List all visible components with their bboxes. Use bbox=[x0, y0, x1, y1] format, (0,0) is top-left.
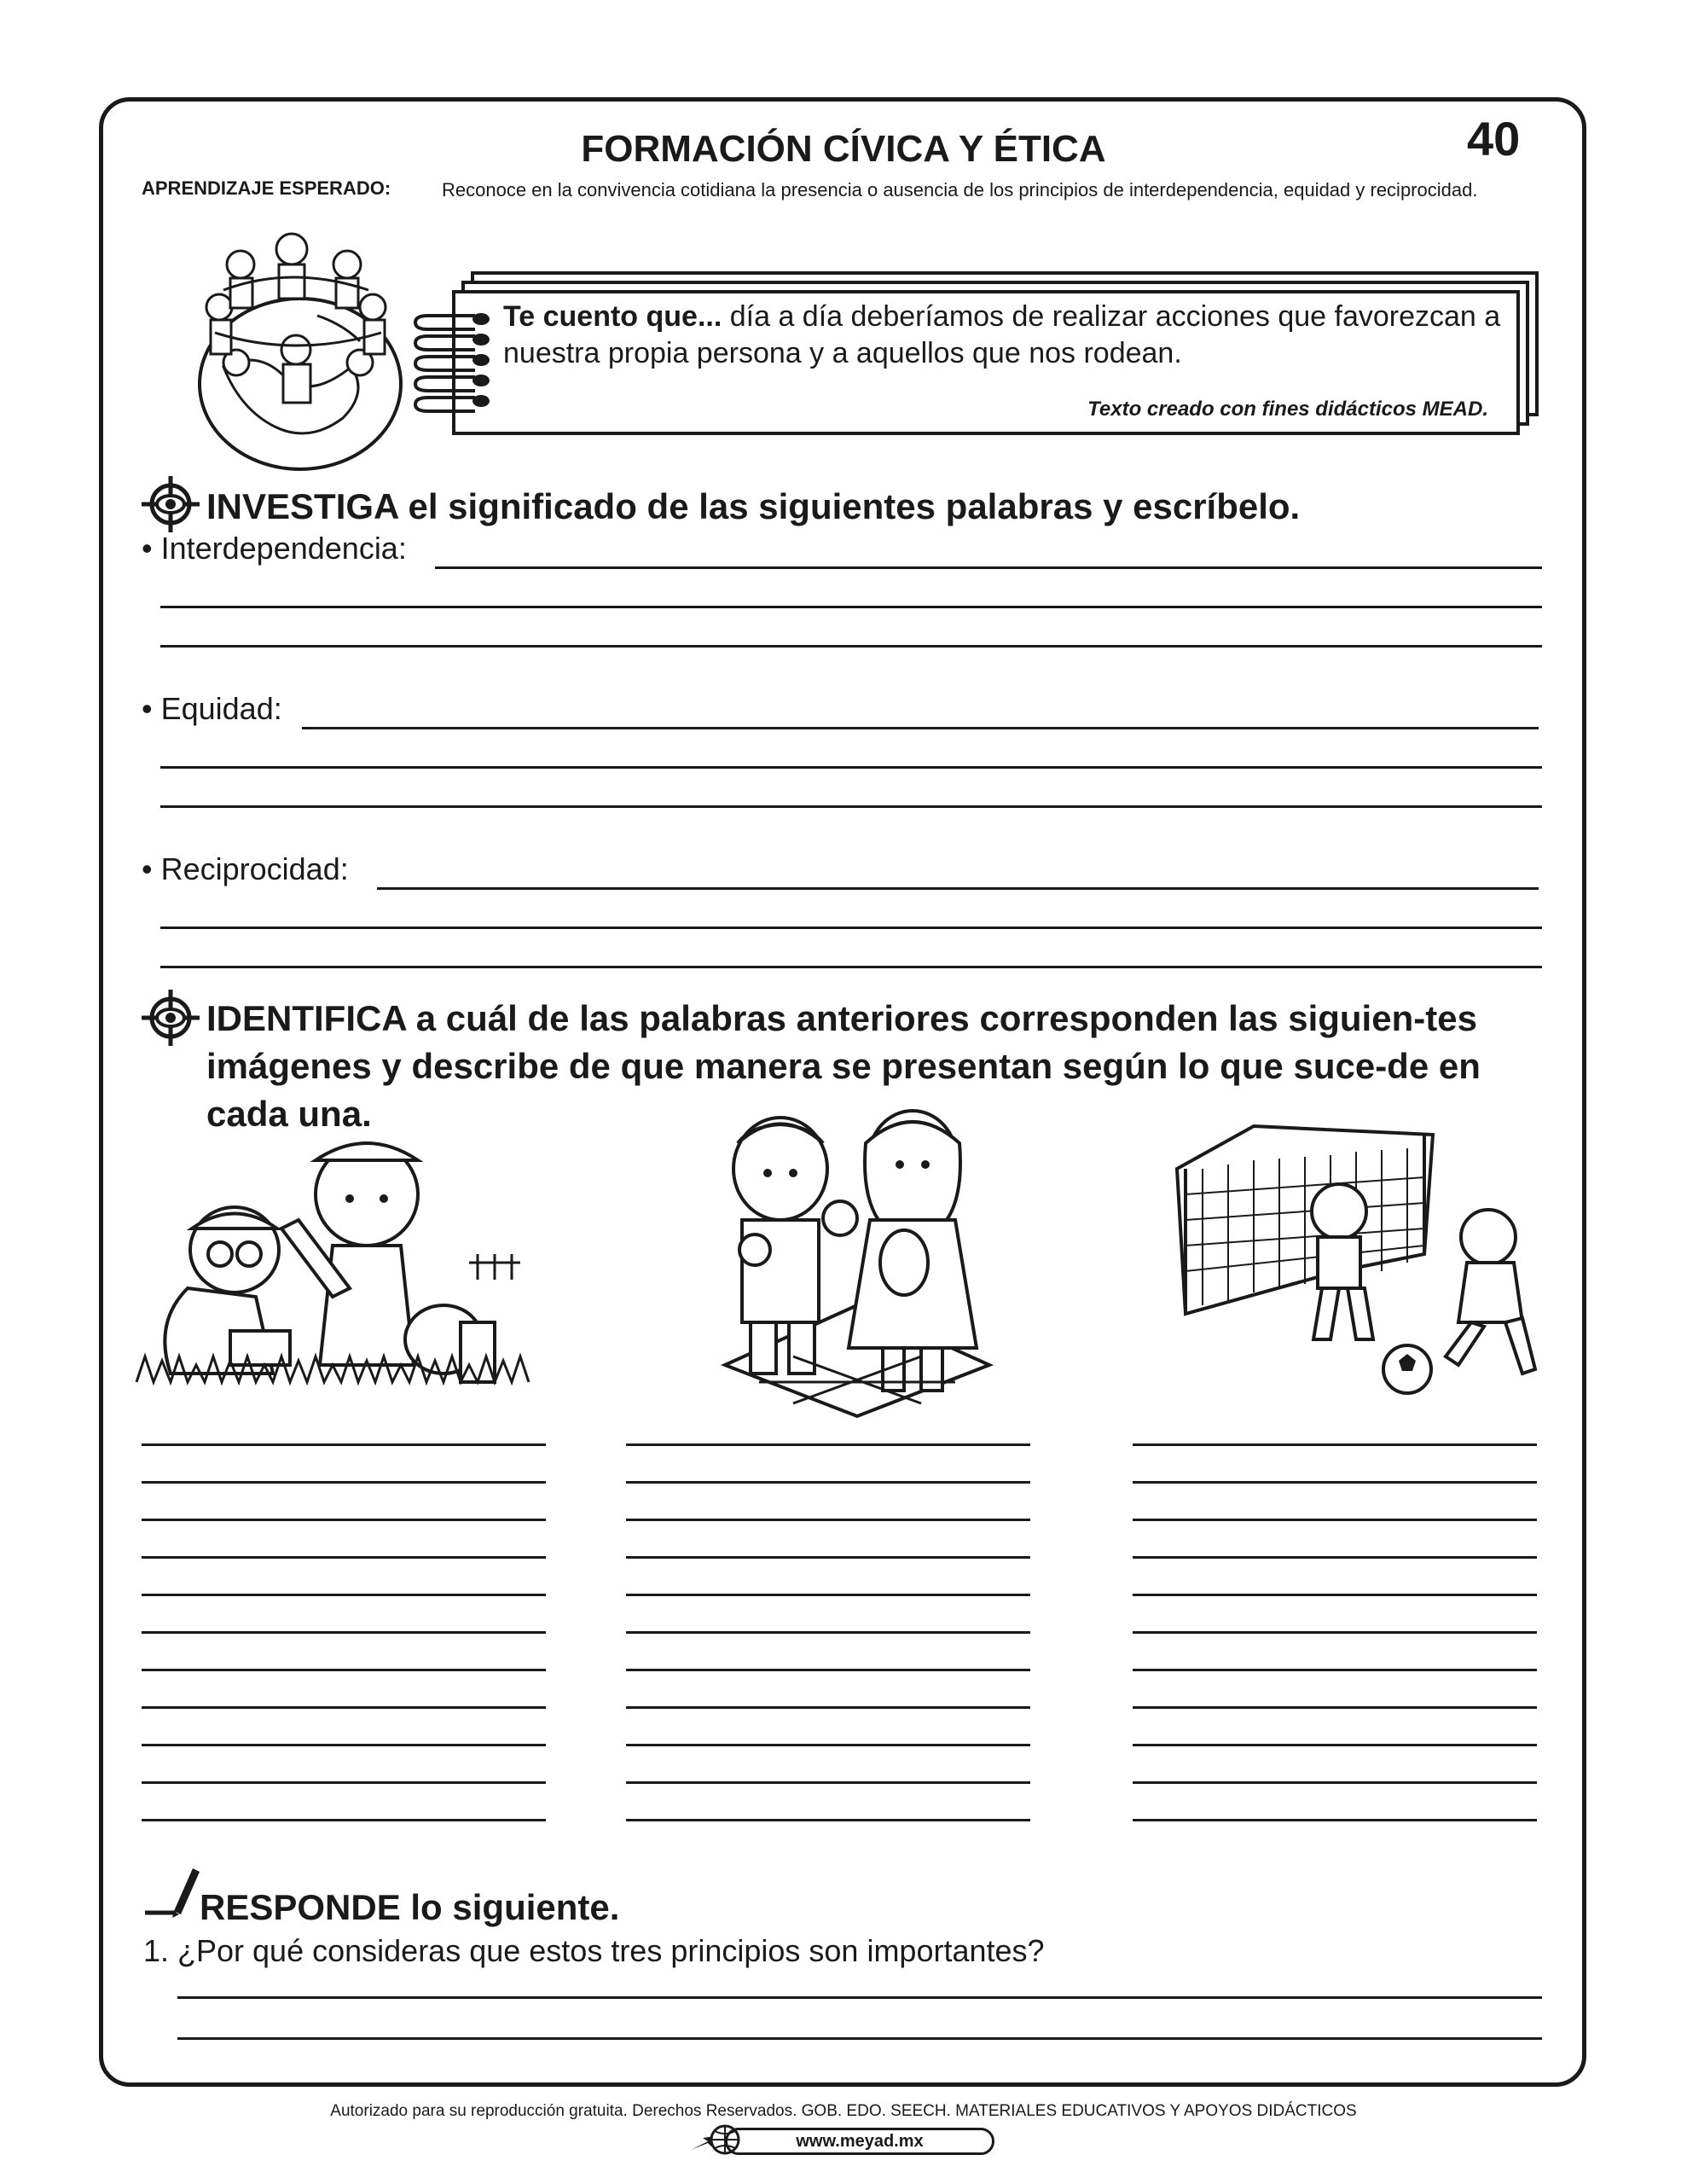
answer-line[interactable] bbox=[160, 606, 1542, 608]
answer-line[interactable] bbox=[177, 1996, 1542, 1999]
spiral-binding-icon bbox=[411, 300, 505, 420]
note-credit: Texto creado con fines didácticos MEAD. bbox=[1087, 398, 1488, 421]
responde-heading-bold: RESPONDE bbox=[200, 1887, 401, 1927]
answer-line[interactable] bbox=[626, 1744, 1030, 1746]
target-eye-icon bbox=[138, 988, 203, 1048]
answer-line[interactable] bbox=[626, 1519, 1030, 1521]
answer-line[interactable] bbox=[1133, 1556, 1537, 1559]
answer-line[interactable] bbox=[160, 766, 1542, 769]
investiga-heading bbox=[206, 483, 1571, 531]
answer-line[interactable] bbox=[142, 1819, 546, 1821]
website-url[interactable]: www.meyad.mx bbox=[725, 2128, 994, 2155]
answer-line[interactable] bbox=[1133, 1706, 1537, 1709]
answer-line[interactable] bbox=[142, 1594, 546, 1596]
answer-line[interactable] bbox=[142, 1519, 546, 1521]
field-label-interdependencia: • Interdependencia: bbox=[142, 531, 407, 566]
answer-line[interactable] bbox=[1133, 1669, 1537, 1671]
answer-line[interactable] bbox=[626, 1819, 1030, 1821]
answer-line[interactable] bbox=[142, 1781, 546, 1784]
answer-line[interactable] bbox=[142, 1481, 546, 1484]
answer-line[interactable] bbox=[626, 1669, 1030, 1671]
field-label-equidad: • Equidad: bbox=[142, 691, 282, 726]
footer-text: Autorizado para su reproducción gratuita. Derechos Reservados. GOB. EDO. SEECH. MATERIALES EDUCATIVOS Y APOYOS DIDÁCTICOS bbox=[330, 2102, 1357, 2120]
note-text bbox=[503, 299, 1518, 372]
answer-line[interactable] bbox=[302, 727, 1539, 729]
answer-line[interactable] bbox=[1133, 1744, 1537, 1746]
page-number: 40 bbox=[1467, 112, 1521, 166]
answer-line[interactable] bbox=[1133, 1519, 1537, 1521]
answer-line[interactable] bbox=[142, 1631, 546, 1634]
children-cleaning-trash-illustration bbox=[136, 1126, 537, 1399]
answer-line[interactable] bbox=[142, 1744, 546, 1746]
identifica-heading-bold: IDENTIFICA bbox=[206, 998, 407, 1038]
children-sharing-cookies-illustration bbox=[708, 1109, 1006, 1416]
note-body: día a día deberíamos de realizar acciones que favorezcan a nuestra propia persona y a aquellos que nos rodean. bbox=[503, 300, 1501, 369]
answer-line[interactable] bbox=[160, 926, 1542, 929]
answer-line[interactable] bbox=[1133, 1819, 1537, 1821]
answer-line[interactable] bbox=[1133, 1481, 1537, 1484]
responde-heading-rest: lo siguiente. bbox=[400, 1887, 620, 1927]
answer-line[interactable] bbox=[142, 1556, 546, 1559]
answer-line[interactable] bbox=[626, 1781, 1030, 1784]
answer-line[interactable] bbox=[1133, 1594, 1537, 1596]
investiga-heading-bold: INVESTIGA bbox=[206, 486, 398, 526]
answer-line[interactable] bbox=[142, 1706, 546, 1709]
note-lead: Te cuento que... bbox=[503, 300, 722, 333]
learning-goal-text: Reconoce en la convivencia cotidiana la presencia o ausencia de los principios de interdependencia, equidad y reciprocidad. bbox=[442, 179, 1478, 200]
answer-line[interactable] bbox=[142, 1669, 546, 1671]
answer-line[interactable] bbox=[626, 1706, 1030, 1709]
identifica-heading-rest: a cuál de las palabras anteriores corresponden las siguien-tes imágenes y describe de que manera se presentan según lo que suce-de en cada una. bbox=[206, 998, 1481, 1134]
answer-line[interactable] bbox=[626, 1631, 1030, 1634]
field-label-reciprocidad: • Reciprocidad: bbox=[142, 851, 349, 886]
answer-line[interactable] bbox=[160, 645, 1542, 648]
answer-line[interactable] bbox=[160, 966, 1542, 968]
question-1: 1. ¿Por qué consideras que estos tres principios son importantes? bbox=[143, 1933, 1045, 1968]
answer-line[interactable] bbox=[142, 1443, 546, 1446]
globe-children-illustration bbox=[189, 230, 411, 465]
answer-line[interactable] bbox=[626, 1443, 1030, 1446]
children-playing-soccer-illustration bbox=[1168, 1118, 1544, 1408]
answer-line[interactable] bbox=[160, 805, 1542, 808]
answer-line[interactable] bbox=[626, 1556, 1030, 1559]
page-title: FORMACIÓN CÍVICA Y ÉTICA bbox=[581, 128, 1106, 170]
answer-line[interactable] bbox=[435, 566, 1542, 569]
answer-line[interactable] bbox=[1133, 1443, 1537, 1446]
answer-line[interactable] bbox=[1133, 1781, 1537, 1784]
responde-heading bbox=[200, 1884, 1394, 1931]
pencil-icon bbox=[142, 1860, 201, 1920]
investiga-heading-rest: el significado de las siguientes palabras y escríbelo. bbox=[397, 486, 1301, 526]
learning-goal-label: APRENDIZAJE ESPERADO: bbox=[142, 177, 391, 199]
answer-line[interactable] bbox=[377, 887, 1539, 890]
answer-line[interactable] bbox=[177, 2037, 1542, 2040]
answer-line[interactable] bbox=[626, 1594, 1030, 1596]
answer-line[interactable] bbox=[1133, 1631, 1537, 1634]
target-eye-icon bbox=[138, 474, 203, 534]
answer-line[interactable] bbox=[626, 1481, 1030, 1484]
